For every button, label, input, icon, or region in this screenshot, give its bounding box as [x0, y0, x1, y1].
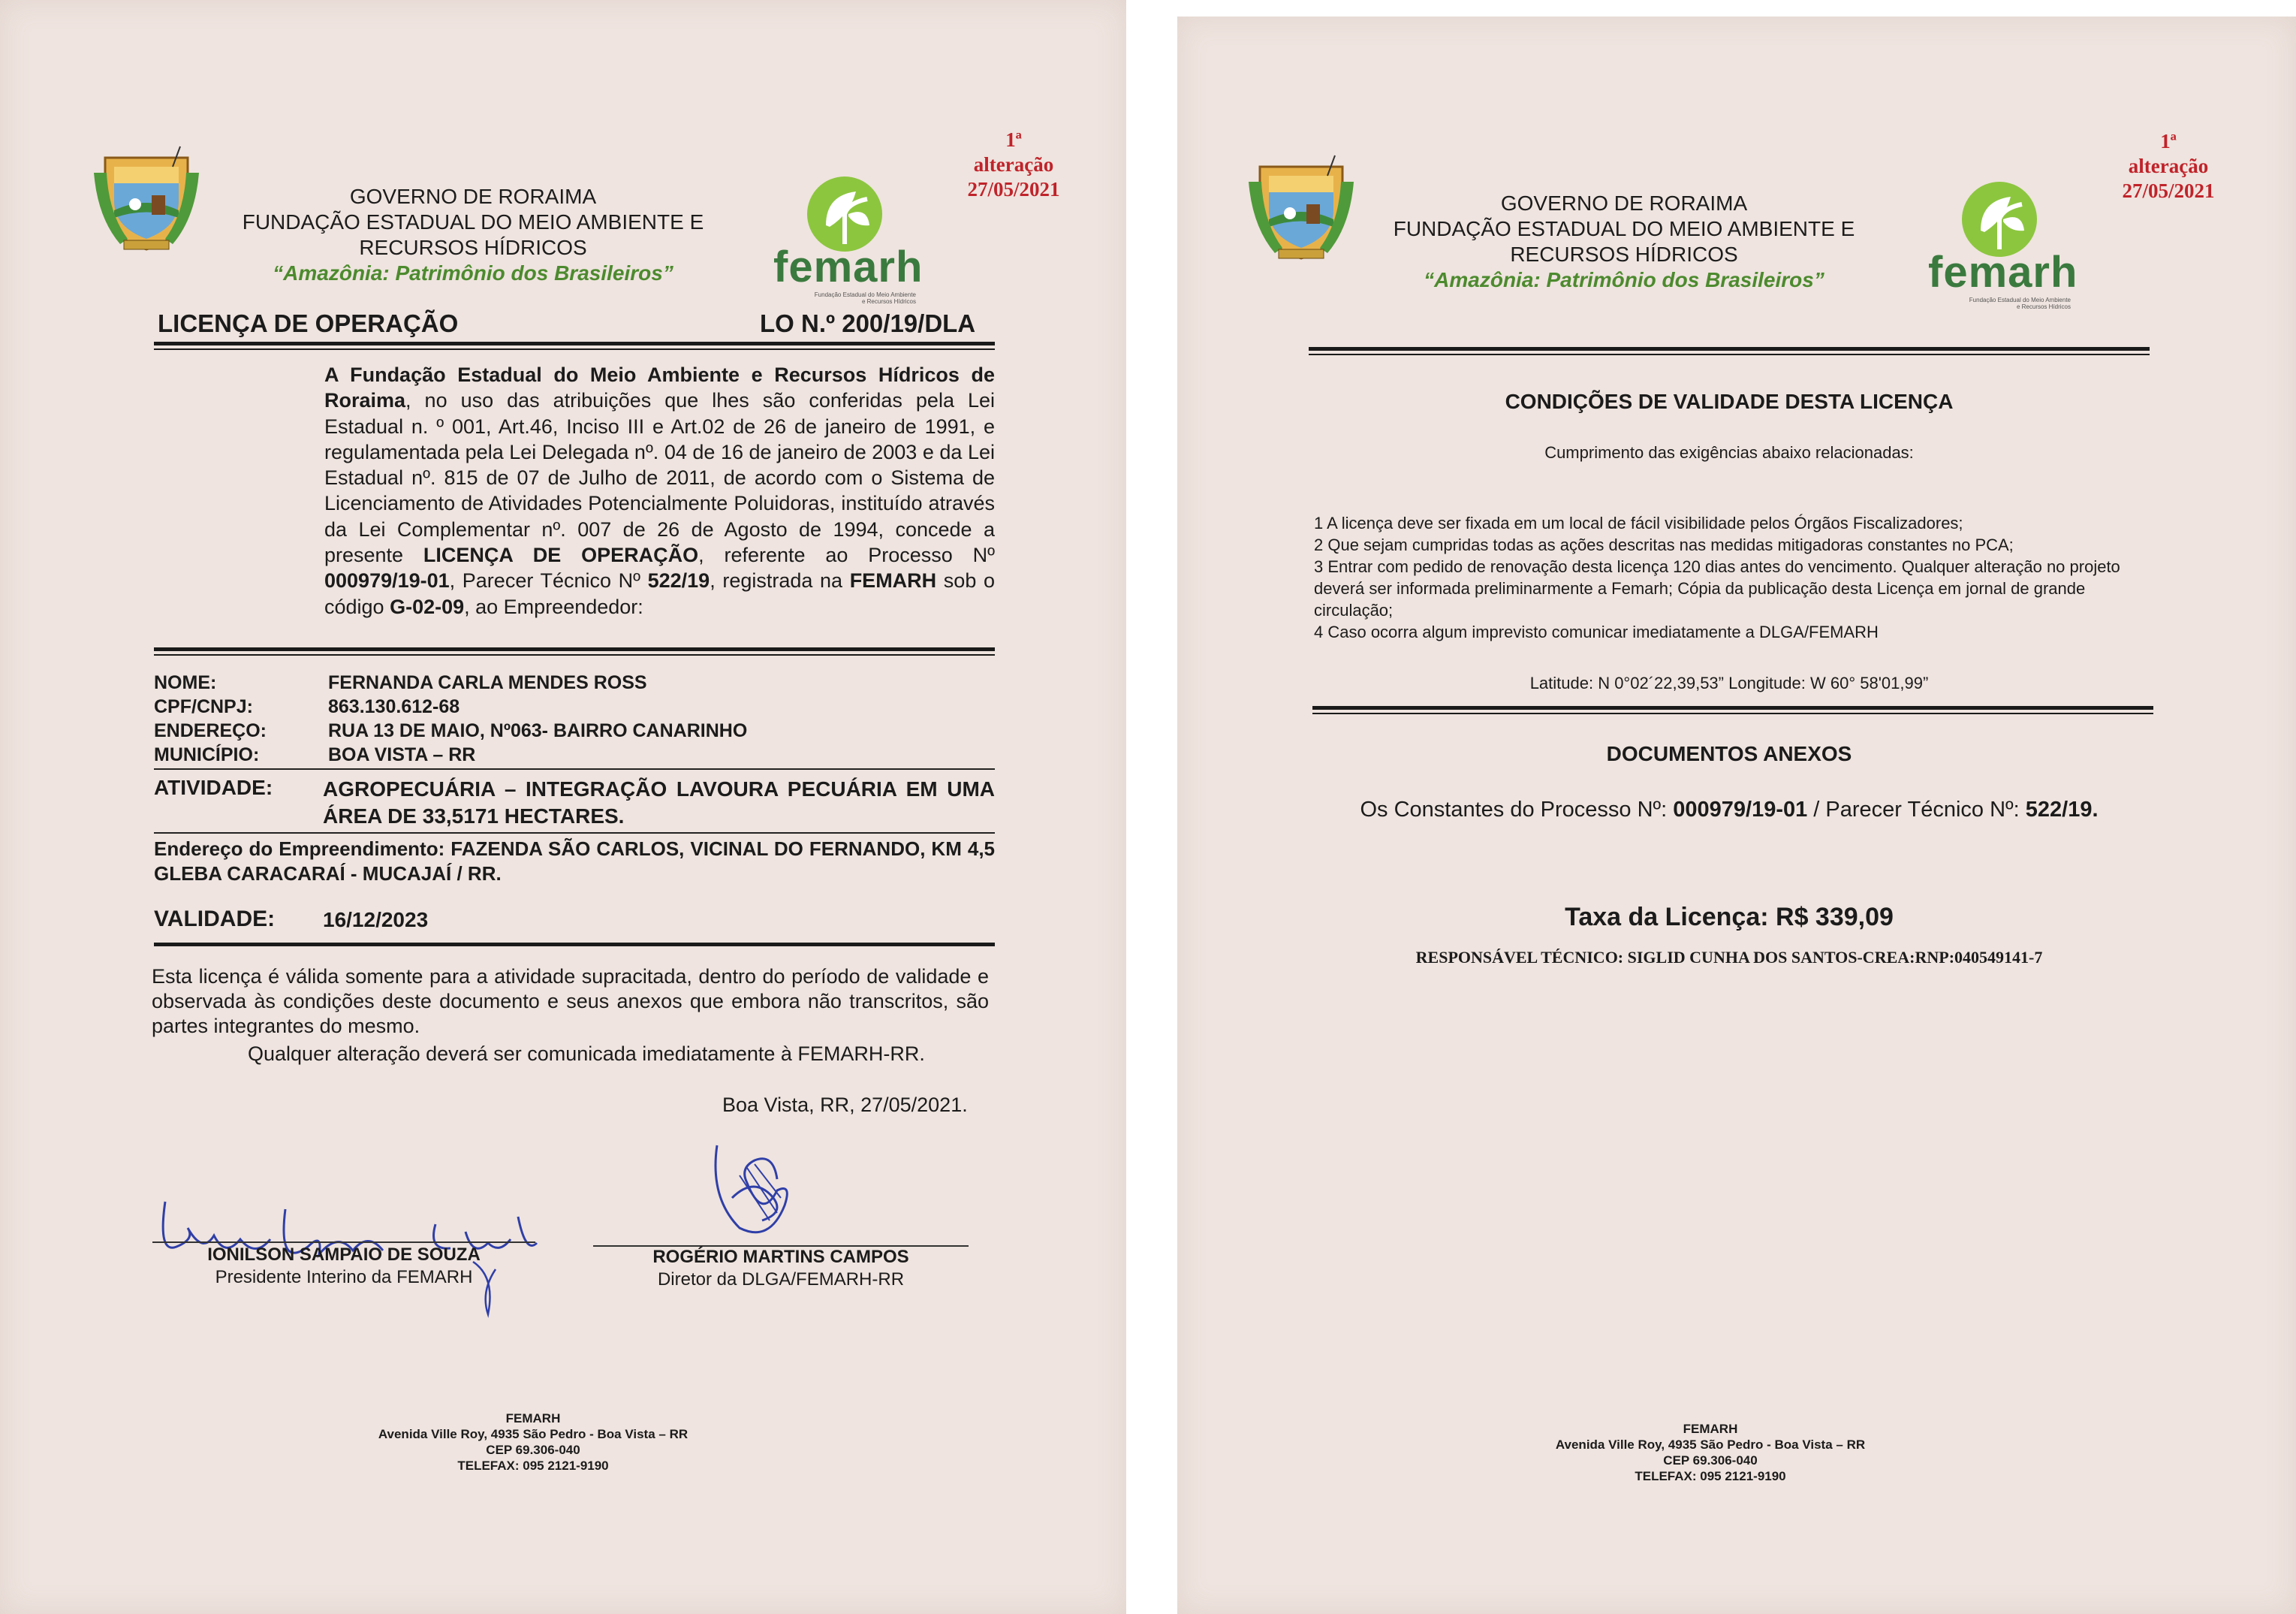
license-fee	[1309, 903, 2150, 932]
intro-code: G-02-09	[390, 595, 465, 618]
intro-femarh: FEMARH	[849, 569, 937, 593]
gov-title: GOVERNO DE RORAIMA	[349, 185, 597, 208]
signature-2	[702, 1138, 815, 1250]
cpf-value: 863.130.612-68	[328, 696, 460, 717]
foundation-line-2: RECURSOS HÍDRICOS	[359, 236, 587, 259]
endereco-label: ENDEREÇO:	[154, 720, 267, 741]
condition-item: 1 A licença deve ser fixada em um local de fácil visibilidade pelos Órgãos Fiscalizadores;	[1314, 514, 1963, 532]
divider	[154, 832, 995, 834]
endereco-value: RUA 13 DE MAIO, Nº063- BAIRRO CANARINHO	[328, 720, 748, 741]
revision-number: 1ª	[2160, 130, 2177, 152]
place-date: Boa Vista, RR, 27/05/2021.	[722, 1094, 968, 1116]
divider	[1309, 347, 2150, 355]
slogan: “Amazônia: Patrimônio dos Brasileiros”	[1424, 268, 1824, 291]
atividade-value: AGROPECUÁRIA – INTEGRAÇÃO LAVOURA PECUÁRIA EM UMA ÁREA DE 33,5171 HECTARES.	[323, 777, 995, 828]
foundation-line-1: FUNDAÇÃO ESTADUAL DO MEIO AMBIENTE E	[242, 210, 704, 234]
change-text: Qualquer alteração deverá ser comunicada imediatamente à FEMARH-RR.	[248, 1042, 925, 1065]
gov-title: GOVERNO DE RORAIMA	[1500, 192, 1748, 215]
revision-label: alteração	[2128, 155, 2209, 177]
femarh-tagline-1: Fundação Estadual do Meio Ambiente	[814, 291, 916, 298]
footer-line-4: TELEFAX: 095 2121-9190	[457, 1459, 609, 1473]
technical-responsible: RESPONSÁVEL TÉCNICO: SIGLID CUNHA DOS SANTOS-CREA:RNP:040549141-7	[1415, 948, 2043, 967]
coordinates: Latitude: N 0°02´22,39,53” Longitude: W 60° 58'01,99”	[1529, 674, 1929, 692]
femarh-logo-word: femarh	[1928, 248, 2078, 297]
signature-1	[143, 1157, 548, 1322]
revision-date: 27/05/2021	[2122, 180, 2215, 202]
intro-process-number: 000979/19-01	[324, 569, 450, 593]
condition-item: 3 Entrar com pedido de renovação desta licença 120 dias antes do vencimento. Qualquer alteração no projeto deverá ser informada preliminarmente a Femarh; Cópia da publicação desta Licença em jornal de grande circulação;	[1314, 557, 2120, 620]
conditions-subtitle: Cumprimento das exigências abaixo relacionadas:	[1544, 443, 1914, 462]
license-page-2	[1177, 17, 2296, 1614]
intro-parecer-number: 522/19	[647, 569, 710, 593]
intro-text-6: , ao Empreendedor:	[464, 595, 643, 618]
validity-text: Esta licença é válida somente para a atividade supracitada, dentro do período de validade e observada às condições deste documento e seus anexos que embora não transcritos, são partes integrantes do mesmo.	[152, 965, 989, 1037]
divider	[154, 943, 995, 946]
signer-1-name: IONILSON SAMPAIO DE SOUZA	[207, 1244, 481, 1265]
license-page-1	[0, 0, 1126, 1614]
signature-line-1	[152, 1241, 535, 1243]
atividade-label: ATIVIDADE:	[154, 776, 273, 799]
femarh-logo	[766, 173, 924, 308]
signer-1-role: Presidente Interino da FEMARH	[215, 1267, 473, 1287]
conditions-title: CONDIÇÕES DE VALIDADE DESTA LICENÇA	[1505, 390, 1954, 413]
femarh-logo-word: femarh	[773, 243, 924, 291]
intro-text-5: sob o código	[324, 569, 995, 618]
revision-stamp	[2112, 129, 2225, 204]
divider	[154, 647, 995, 656]
municipio-label: MUNICÍPIO:	[154, 744, 260, 765]
documents-prefix: Os Constantes do Processo Nº:	[1360, 798, 1674, 822]
revision-number: 1ª	[1005, 128, 1022, 151]
intro-text-2: , referente ao Processo Nº	[698, 544, 995, 567]
divider	[154, 342, 995, 350]
femarh-tagline-2: e Recursos Hídricos	[861, 298, 916, 305]
intro-bold-1: A Fundação Estadual do Meio Ambiente e Recursos Hídricos de Roraima	[324, 364, 995, 412]
footer-line-2: Avenida Ville Roy, 4935 São Pedro - Boa Vista – RR	[378, 1427, 688, 1441]
intro-text-4: , registrada na	[710, 569, 850, 593]
footer-line-2: Avenida Ville Roy, 4935 São Pedro - Boa Vista – RR	[1555, 1438, 1866, 1452]
license-title: LICENÇA DE OPERAÇÃO	[158, 309, 459, 337]
cpf-label: CPF/CNPJ:	[154, 696, 253, 717]
documents-parecer: 522/19.	[2025, 798, 2099, 822]
footer-line-3: CEP 69.306-040	[1663, 1453, 1758, 1468]
footer-address	[300, 1410, 766, 1474]
intro-paragraph	[324, 362, 995, 620]
roraima-coat-of-arms-icon	[90, 143, 203, 255]
revision-date: 27/05/2021	[967, 178, 1060, 201]
foundation-line-2: RECURSOS HÍDRICOS	[1510, 243, 1738, 266]
footer-line-1: FEMARH	[1683, 1422, 1738, 1436]
documents-process: 000979/19-01	[1673, 798, 1808, 822]
license-number: LO N.º 200/19/DLA	[760, 309, 976, 337]
documents-title: DOCUMENTOS ANEXOS	[1606, 742, 1852, 765]
intro-bold-2: LICENÇA DE OPERAÇÃO	[423, 544, 699, 567]
divider	[1312, 706, 2153, 714]
intro-text-3: , Parecer Técnico Nº	[449, 569, 648, 593]
fee-value: R$ 339,09	[1776, 903, 1894, 931]
validade-value: 16/12/2023	[323, 908, 429, 931]
femarh-logo	[1921, 178, 2078, 313]
revision-stamp	[957, 128, 1070, 202]
fee-label: Taxa da Licença:	[1565, 903, 1776, 931]
signer-2-name: ROGÉRIO MARTINS CAMPOS	[652, 1247, 909, 1267]
documents-line	[1309, 798, 2150, 822]
roraima-coat-of-arms-icon	[1245, 152, 1357, 264]
foundation-line-1: FUNDAÇÃO ESTADUAL DO MEIO AMBIENTE E	[1393, 217, 1855, 240]
footer-line-1: FEMARH	[505, 1411, 561, 1425]
revision-label: alteração	[973, 153, 1054, 176]
nome-label: NOME:	[154, 672, 217, 693]
condition-item: 4 Caso ocorra algum imprevisto comunicar imediatamente a DLGA/FEMARH	[1314, 623, 1879, 641]
nome-value: FERNANDA CARLA MENDES ROSS	[328, 672, 647, 693]
footer-line-3: CEP 69.306-040	[486, 1443, 580, 1457]
validade-label: VALIDADE:	[154, 907, 276, 931]
intro-text-1: , no uso das atribuições que lhes são conferidas pela Lei Estadual n. º 001, Art.46, Inciso III e Art.02 de 26 de janeiro de 1991, e regulamentada pela Lei Delegada nº. 04 de 16 de janeiro de 2003 e da Lei Estadual nº. 815 de 07 de Julho de 2011, de acordo com o Sistema de Licenciamento de Atividades Potencialmente Poluidoras, instituído através da Lei Complementar nº. 007 de 26 de Agosto de 1994, concede a presente	[324, 389, 995, 567]
femarh-tagline-2: e Recursos Hídricos	[2016, 303, 2071, 310]
footer-address	[1478, 1421, 1943, 1484]
signer-2-role: Diretor da DLGA/FEMARH-RR	[657, 1269, 905, 1290]
divider	[154, 768, 995, 770]
conditions-list	[1314, 512, 2147, 643]
enterprise-address: Endereço do Empreendimento: FAZENDA SÃO CARLOS, VICINAL DO FERNANDO, KM 4,5 GLEBA CARACARAÍ - MUCAJAÍ / RR.	[154, 837, 995, 885]
slogan: “Amazônia: Patrimônio dos Brasileiros”	[273, 261, 673, 285]
documents-mid: / Parecer Técnico Nº:	[1807, 798, 2026, 822]
condition-item: 2 Que sejam cumpridas todas as ações descritas nas medidas mitigadoras constantes no PCA;	[1314, 535, 2014, 554]
municipio-value: BOA VISTA – RR	[328, 744, 476, 765]
footer-line-4: TELEFAX: 095 2121-9190	[1635, 1469, 1786, 1483]
femarh-tagline-1: Fundação Estadual do Meio Ambiente	[1969, 297, 2071, 303]
